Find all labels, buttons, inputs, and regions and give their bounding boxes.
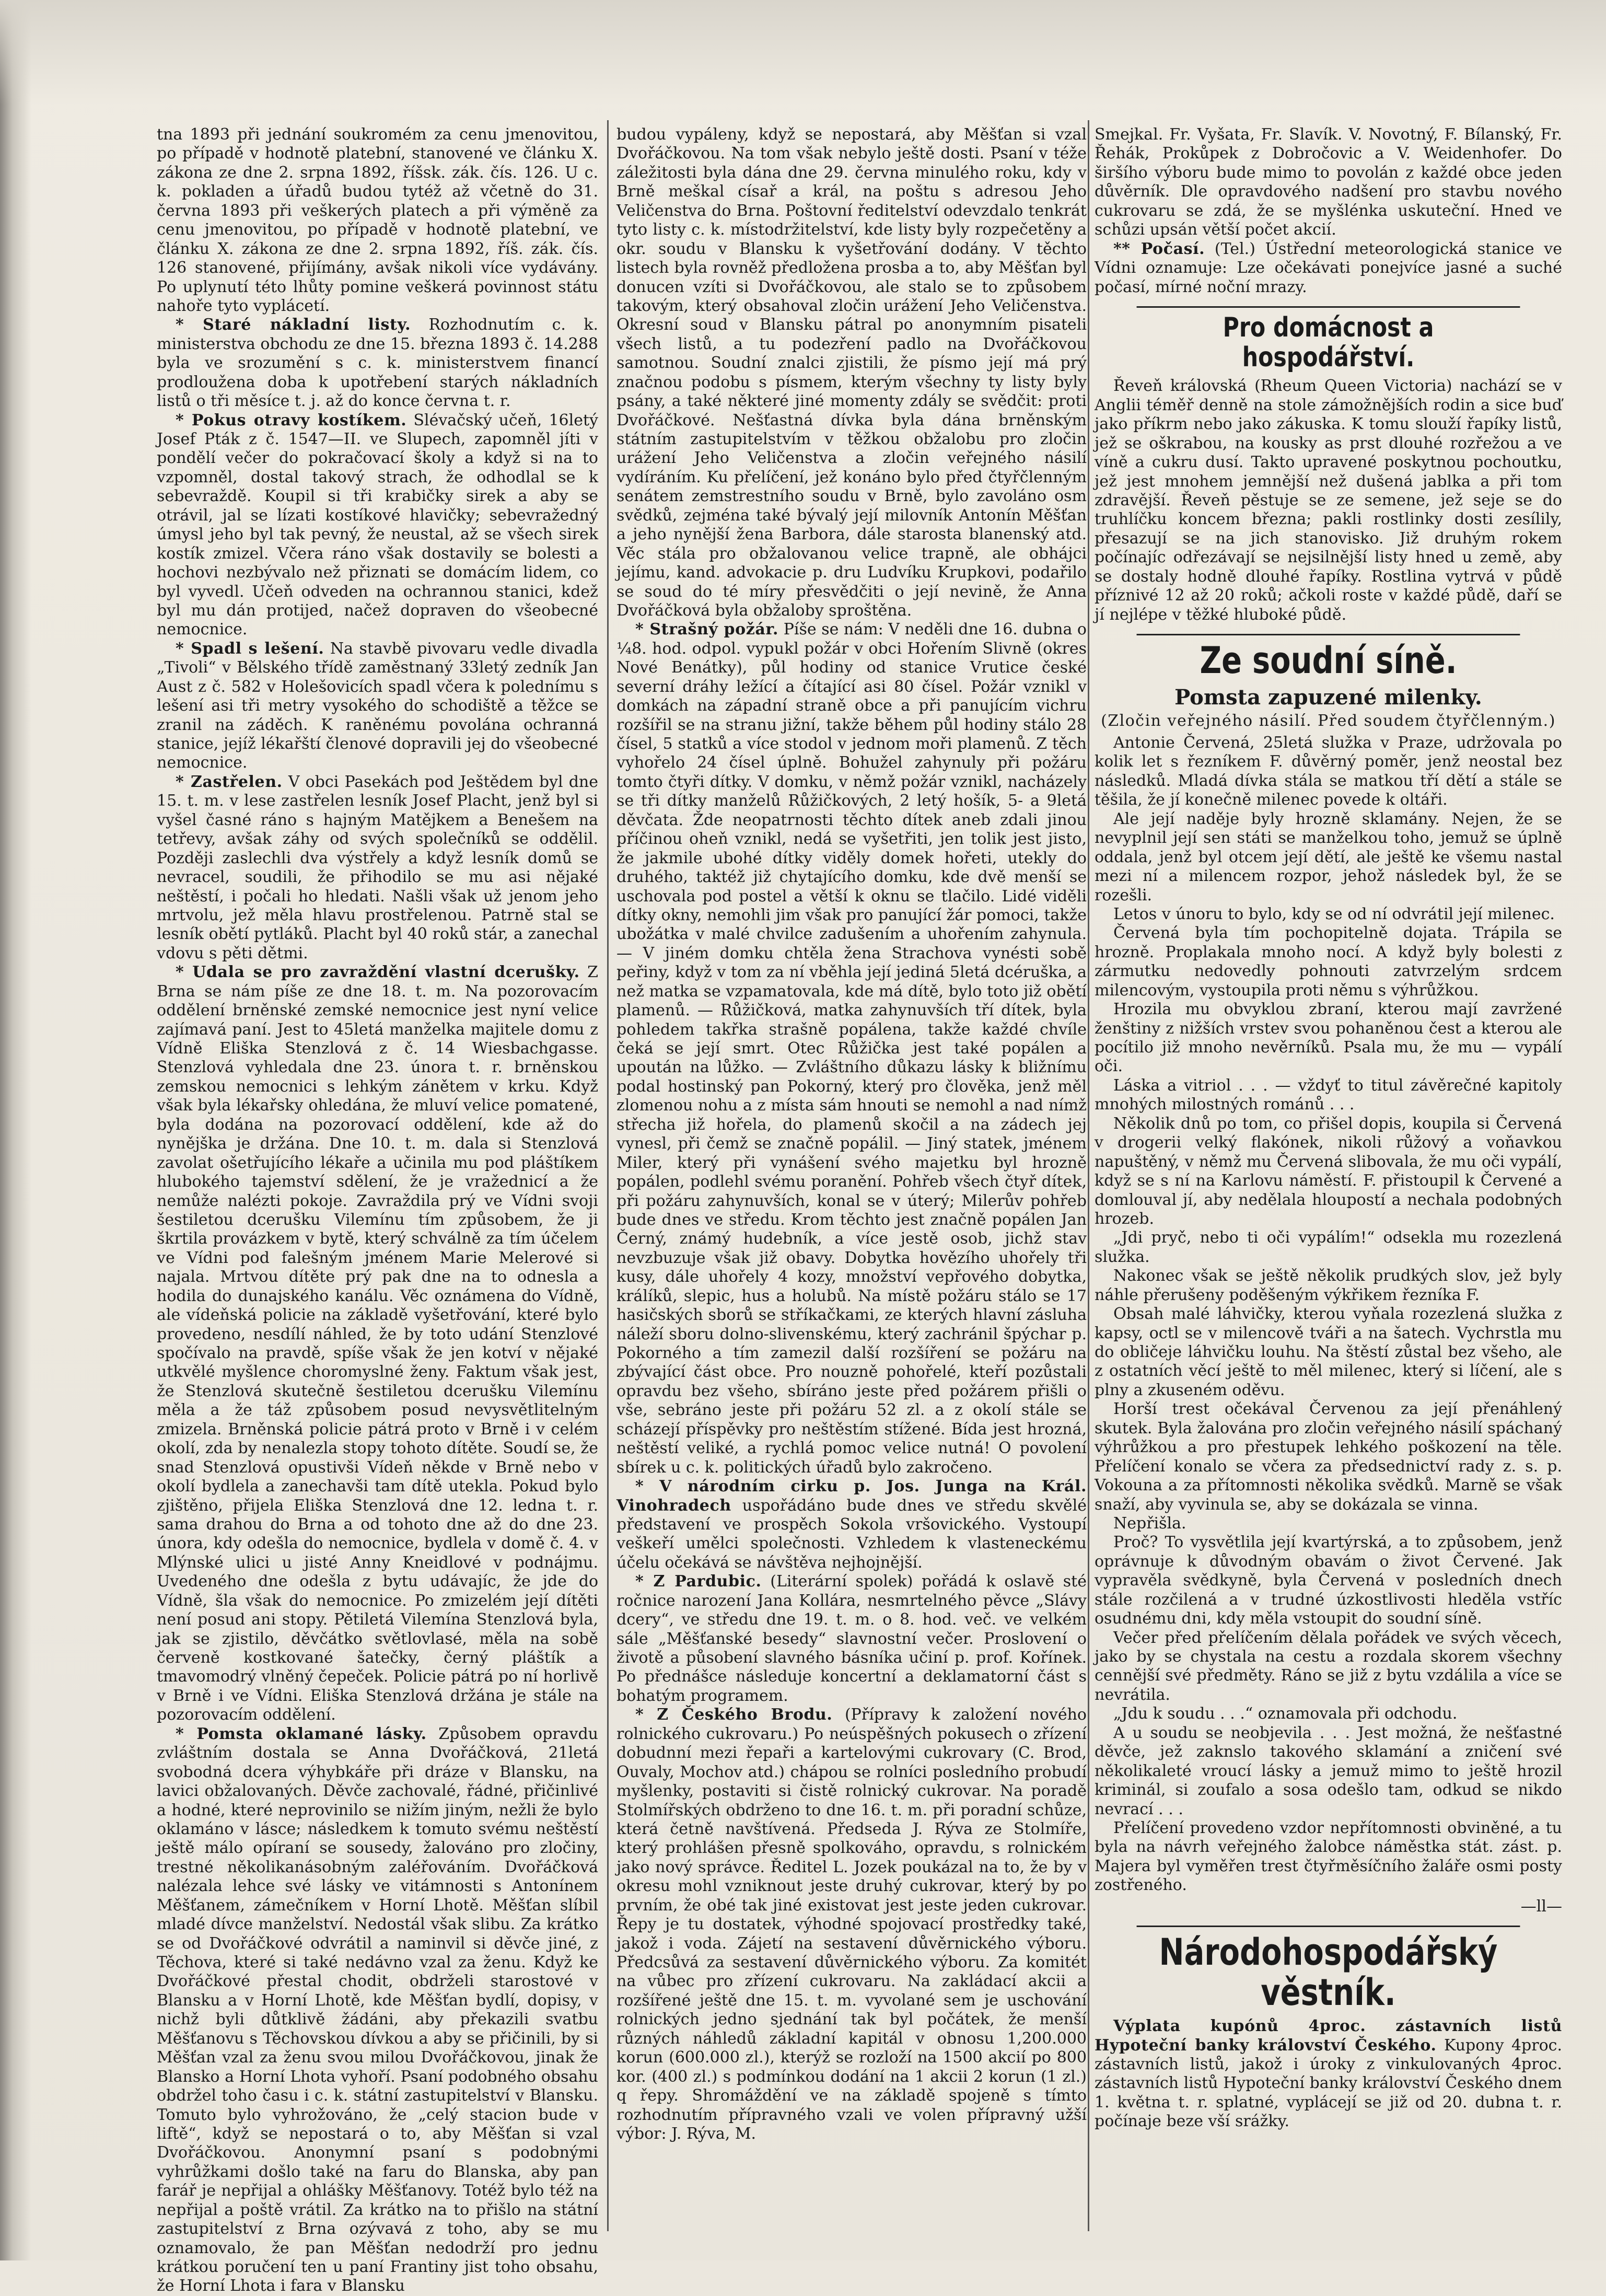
news-body-text: Píše se nám: V neděli dne 16. dubna o ¼8. hod. odpol. vypukl požár v obci Hořením Slivně (okres Nové Benátky), půl hodiny od stanice Vrutice české severní dráhy ležící a čítající asi 80 čísel. Požár vznikl v domkách na západní straně obce a při panujícím vichru rozšířil se na stranu jižní, takže během půl hodiny stálo 28 čísel, 5 statků a více stodol v jednom moři plamenů. Z těch vyhořelo 24 čísel úplně. Bohužel zahynuly při požáru tomto čtyři dítky. V domku, v němž požár vznikl, nacházely se tři dítky manželů Růžičkových, 2 letý hošík, 5- a 9letá děvčata. Žde neopatrnosti těchto dítek aneb zdali jinou příčinou oheň vznikl, nedá se vyšetřiti, jen tolik jest jisto, že jakmile ubohé dítky viděly domek hořeti, utekly do druhého, taktéž již chytajícího domku, kde dvě menší se uschovala pod postel a větší k oknu se tlačilo. Lidé viděli dítky okny, nemohli jim však pro panující žár pomoci, takže ubožátka v malé chvilce zadušením a uhořením zahynula. — V jiném domku chtěla žena Strachova vynésti sobě peřiny, když v tom za ní vběhla její jediná 5letá dcéruška, a než matka se vzpamatovala, kde má dítě, bylo toto již obětí plamenů. — Růžičková, matka zahynuvších tří dítek, byla pohledem takřka strašně popálena, takže každé chvíle čeká se její smrt. Otec Růžička jest také popálen a upoután na lůžko. — Zvláštního důkazu lásky k bližnímu podal hostinský pan Pokorný, který pro člověka, jenž měl zlomenou nohu a z místa sám hnouti se nemohl a nad nímž střecha již hořela, do plamenů skočil a na zádech jej vynesl, při čemž se značně popálil. — Jiný statek, jménem Miler, který při vynášení svého majetku byl hrozně popálen, podlehl svému poranění. Pohřeb všech čtyř dítek, při požáru zahynuvších, konal se v úterý; Milerův pohřeb bude dnes ve středu. Krom těchto jest značně popálen Jan Černý, známý hudebník, a více jestě osob, jichž stav nevzbuzuje však již obavy. Dobytka hovězího uhořely tři kusy, dále uhořely 4 kozy, množství vepřového dobytka, králíků, slepic, hus a holubů. Na místě požáru stálo se 17 hasičských sborů se stříkačkami, ze kterých hlavní zásluha náleží sboru dolno-slivenskému, který zachránil špýchar p. Pokorného a tím zamezil další rozšíření se požáru na zbývající část obce. Pro nouzně pohořelé, kteří pozůstali opravdu bez všeho, sbíráno jeste před požárem přišli o vše, sebráno jeste při požáru 52 zl. a z okolí stále se scházejí příspěvky pro neštěstím stížené. Bída jest hrozná, neštěstí veliké, a rychlá pomoc velice nutná! O povolení sbírek u c. k. politických úřadů bylo zakročeno. [616,620,1087,1477]
news-body-text: Způsobem opravdu zvláštním dostala se Anna Dvořáčková, 21letá svobodná dcera výhybkáře při dráze v Blansku, na lavici obžalovaných. Děvče zachovalé, řádné, přičinlivé a hodné, které neprovinilo se nižím jiným, nežli že bylo oklamáno v lásce; následkem k tomuto svému neštěstí ještě málo opíraní se sousedy, žalováno pro zločiny, trestné několikanásobným zaléřováním. Dvořáčková nalézala lehce své lásky ve vitámnosti s Antonínem Měšťanem, zámečníkem v Horní Lhotě. Měšťan slíbil mladé dívce manželství. Nedostál však slibu. Za krátko se od Dvořáčkové odvrátil a naminvil si děvče jiné, z Těchova, které si také nedávno vzal za ženu. Když ke Dvořáčkové přestal chodit, obdrželi starostové v Blansku a v Horní Lhotě, kde Měšťan bydlí, dopisy, v nichž byli důtklivě žádáni, aby překazili svatbu Měšťanovu s Těchovskou dívkou a aby se přičinili, by si Měšťan vzal za ženu svou milou Dvořáčkovou, jinak že Blansko a Horní Lhota vyhoří. Psaní podobného obsahu obdržel toho času i c. k. státní zastupitelství v Blansku. Tomuto bylo vyhrožováno, že „celý stacion bude v liftě“, když se nepostará o to, aby Měšťan si vzal Dvořáčkovou. Anonymní psaní s podobnými vyhrůžkami došlo také na faru do Blanska, aby pan farář je nepřijal a ohlášky Měšťanovy. Totéž bylo též na nepřijal a poště vrátil. Za krátko na to přišlo na státní zastupitelství z Brna ozývavá z toho, aby se mu oznamovalo, že pan Měšťan nedodrží pro jednu krátkou poručení ten u paní Frantiny jist toho obsahu, že Horní Lhota i fara v Blansku [157,1724,598,2295]
news-body-text: tna 1893 při jednání soukromém za cenu jmenovitou, po případě v hodnotě platební, stanovené ve článku X. zákona ze dne 2. srpna 1892, říšsk. zák. čís. 126. U c. k. pokladen a úřadů budou tytéž až včetně do 31. června 1893 při veškerých platech a při výměně za cenu jmenovitou, po případě v hodnotě platební, ve článku X. zákona ze dne 2. srpna 1892, říš. zák. čís. 126 stanovené, přijímány, avšak nikoli více vydávány. Po uplynutí této lhůty pomine veškerá povinnost státu nahoře tyto vyplácetí. [157,125,598,315]
news-paragraph [157,411,598,640]
news-paragraph [1095,924,1562,1000]
news-body-text: Slévačský učeň, 16letý Josef Pták z č. 1547—II. ve Slupech, zapomněl jíti v pondělí večer do pokračovací školy a když si na to vzpomněl, dostal takový strach, že odhodlal se k sebevraždě. Koupil si tři krabičky sirek a aby se otrávil, jal se lízati kostíkové hlavičky; sebevražedný úmysl jeho byl tak pevný, že neustal, až se všech sirek kostík zmizel. Včera ráno však dostavily se bolesti a hochovi nezbývalo než přiznati se domácím lidem, co byl vyvedl. Učeň odveden na ochrannou stanici, kdež byl mu dán protijed, načež dopraven do všeobecné nemocnice. [157,411,598,639]
news-body-text: (Tel.) Ústřední meteorologická stanice ve Vídni oznamuje: Lze očekávati ponejvíce jasné a suché počasí, mírné noční mrazy. [1095,239,1562,296]
news-headline: * Zastřelen. [176,772,283,791]
news-headline: * Udala se pro zavraždění vlastní dcerušky. [176,963,580,982]
news-body-text: (Literární spolek) pořádá k oslavě sté ročnice narození Jana Kollára, nesmrtelného pěvce „Slávy dcery“, ve středu dne 19. t. m. o 8. hod. več. ve velkém sále „Měšťanské besedy“ slavnostní večer. Proslovení o životě a působení slavného básníka učiní p. prof. Kořínek. Po přednášce následuje koncertní a deklamatorní část s bohatým programem. [616,1572,1087,1705]
news-body-text: „Jdi pryč, nebo ti oči vypálím!“ odsekla mu rozezlená služka. [1095,1228,1562,1266]
news-paragraph [1095,1819,1562,1895]
news-paragraph [1095,1076,1562,1115]
news-headline: * Pomsta oklamané lásky. [176,1724,427,1743]
news-paragraph [1095,1514,1562,1533]
news-paragraph [616,1572,1087,1706]
news-body-text: Ale její naděje byly hrozně sklamány. Nejen, že se nevyplnil její sen státi se manželkou toho, jemuž se úplně oddala, jenž byl otcem její dětí, ale ještě ke všemu nastal mezi ní a milencem rozpor, jehož následek byl, že se rozešli. [1095,809,1562,905]
column-2 [616,125,1087,2236]
news-body-text: Přelíčení provedeno vzdor nepřítomnosti obviněné, a tu byla na návrh veřejného žalobce náměstka stát. zást. p. Majera byl vyměřen trest čtyřměsíčního žaláře osmi posty zostřeného. [1095,1818,1562,1895]
news-headline: * Z Pardubic. [635,1572,762,1591]
news-body-text: Na stavbě pivovaru vedle divadla „Tivoli“ v Bělského třídě zaměstnaný 33letý zedník Jan Aust z č. 582 v Holešovicích spadl včera k polednímu s lešení asi tři metry vysokého do schodiště a těžce se zranil na záděch. K raněnému povolána ochranná stanice, jejíž lékařští členové dopravili jej do všeobecné nemocnice. [157,639,598,772]
news-body-text: Červená byla tím pochopitelně dojata. Trápila se hrozně. Proplakala mnoho nocí. A když byly bolesti z zármutku nedovedly pohnouti zatvrzelým srdcem milencovým, vystoupila proti němu s výhrůžkou. [1095,924,1562,1000]
news-paragraph [616,620,1087,1477]
news-paragraph [1095,734,1562,810]
news-headline: * Staré nákladní listy. [176,316,411,334]
news-body-text: Nepřišla. [1113,1514,1186,1533]
news-headline: Výplata kupónů 4proc. zástavních listů Hypoteční banky království Českého. [1095,2017,1562,2055]
news-paragraph [1095,1724,1562,1819]
column-3 [1095,125,1562,2236]
news-paragraph [616,125,1087,620]
news-paragraph [1095,377,1562,624]
news-paragraph [1095,1400,1562,1514]
news-paragraph [1095,1115,1562,1229]
news-body-text: Z Brna se nám píše ze dne 18. t. m. Na pozorovacím oddělení brněnské zemské nemocnice jest nyní velice zajímavá paní. Jest to 45letá manželka majitele domu z Vídně Eliška Stenzlová z č. 14 Wiesbachgasse. Stenzlová vyhledala dne 23. února t. r. brněnskou zemskou nemocnici s lehkým zánětem v krku. Když však byla lékařsky ohledána, že mluví velice pomatené, byla dodána na pozorovací oddělení, kde až do nynějška je držána. Dne 10. t. m. dala si Stenzlová zavolat ošetřujícího lékaře a učinila mu pod pláštíkem hlubokého tajemství sdělení, že je vražednicí a že nemůže nalézti pokoje. Zavraždila prý ve Vídni svoji šestiletou dcerušku Vilemínu tím způsobem, že ji škrtila provázkem v bytě, který schválně za tím účelem ve Vídni pod falešným jménem Marie Melerové si najala. Mrtvou dítěte prý pak dne na to odnesla a hodila do dunajského kanálu. Věc oznámena do Vídně, ale vídeňská policie na základě vyšetřování, které bylo provedeno, nesdílí náhled, že by toto udání Stenzlové spočívalo na pravdě, spíše však že jen kotví v nějaké utkvělé myšlence choromyslné ženy. Faktum však jest, že Stenzlová skutečně šestiletou dcerušku Vilemínu měla a že táž způsobem posud nevysvětlitelným zmizela. Brněnská policie pátrá proto v Brně i v celém okolí, zda by nenalezla stopy tohoto dítěte. Soudí se, že snad Stenzlová opustivši Vídeň někde v Brně nebo v okolí bydlela a zanechavši tam dítě utekla. Pokud bylo zjištěno, přijela Eliška Stenzlová dne 12. ledna t. r. sama drahou do Brna a od tohoto dne až do dne 23. února, kdy odešla do nemocnice, bydlela v domě č. 4. v Mlýnské ulici u jisté Anny Kneidlové v podnájmu. Uvedeného dne odešla z bytu udávajíc, že jde do Vídně, šla však do nemocnice. Po zmizelém její dítěti není posud ani stopy. Pětiletá Vilemína Stenzlová byla, jak se zjistilo, děvčátko světlovlasé, měla na sobě červeně kostkované šatečky, černý pláštík a tmavomodrý vlněný čepeček. Policie pátrá po ní horlivě v Brně i ve Vídni. Eliška Stenzlová držána je stále na pozorovacím oddělení. [157,963,598,1724]
section-heading: Ze soudní síně. [1137,634,1520,681]
news-paragraph [157,1725,598,2296]
section-heading: Národohospodářský věstník. [1137,1926,1520,2013]
news-body-text: Obsah malé láhvičky, kterou vyňala rozezlená služka z kapsy, octl se v milencově tváři a na šatech. Vychrstla mu do obličeje láhvičku louhu. Na štěstí zůstal bez všeho, ale z ostatních věcí ještě to měl milenec, který si líčení, ale s plny a zkuseném oděvu. [1095,1305,1562,1399]
news-body-text: Letos v únoru to bylo, kdy se od ní odvrátil její milenec. [1113,905,1555,923]
news-paragraph [616,1477,1087,1572]
news-paragraph [616,1706,1087,2143]
author-signature: —ll— [1520,1897,1562,1916]
news-paragraph [1095,1533,1562,1628]
news-body-text: Několik dnů po tom, co přišel dopis, koupila si Červená v drogerii velký flakónek, nikoli růžový a voňavkou napuštěný, v němž mu Červená slibovala, že mu oči vypálí, když se s ní na Karlovu náměstí. F. přistoupil k Červené a domlouval jí, aby nedělala hloupostí a nechala podobných hrozeb. [1095,1114,1562,1228]
news-body-text: uspořádáno bude dnes ve středu skvělé představení ve prospěch Sokola vršovického. Vystoupí veškeří umělci společnosti. Vzhledem k vlasteneckému účelu očekává se návštěva nejhojnější. [616,1496,1087,1572]
news-paragraph [157,316,598,411]
news-body-text: Nakonec však se ještě několik prudkých slov, jež byly náhle přerušeny poděšeným výkřikem řezníka F. [1095,1267,1562,1304]
news-paragraph [1095,1629,1562,1705]
news-body-text: Rozhodnutím c. k. ministerstva obchodu ze dne 15. března 1893 č. 14.288 byla ve srozumění s c. k. ministerstvem financí prodloužena doba k upotřebení starých nákladních listů o tři měsíce t. j. až do konce června t. r. [157,316,598,411]
news-paragraph [1095,240,1562,297]
news-body-text: (Přípravy k založení nového rolnického cukrovaru.) Po neúspěšných pokusech o zřízení dobudnní mezi řepaři a kartelovými cukrovary (C. Brod, Ouvaly, Mochov atd.) chápou se rolníci posledního probudí myšlenky, postaviti si čistě rolnický cukrovar. Na poradě Stolmířských obdrženo to dne 16. t. m. při poradní schůze, která četně navštívená. Předseda J. Rýva ze Stolmíře, který prohlášen přesně spolkováho, opravdu, s rolnickém jako nový správce. Ředitel L. Jozek poukázal na to, že by v okresu mohl vzniknout jeste druhý cukrovar, který by po prvním, že obé tak jiné existovat jest jeste jeden cukrovar. Řepy je tu dostatek, výhodné spojovací prostředky také, jakož i voda. Zájetí na sestavení důvěrnického výboru. Předcsůvá za sestavení důvěrnického výboru. Za komitét na vůbec pro zřízení cukrovaru. Na zakládací akcii a rozšířené ještě dne 15. t. m. vyvolané sem je uschování rolnických jedno sjednání tak byl počátek, že menší různých náhledů základní kapitál v obnosu 1,200.000 korun (600.000 zl.), kterýž se rozloží na 1500 akcií po 800 kor. (400 zl.) s podmínkou dodání na 1 akcii 2 korun (1 zl.) q řepy. Shromáždění ve na základě spojeně s tímto rozhodnutím přípravného vzali ve volen přípravný užší výbor: J. Rýva, M. [616,1706,1087,2143]
news-body-text: „Jdu k soudu . . .“ oznamovala při odchodu. [1113,1704,1458,1723]
news-body-text: Hrozila mu obvyklou zbraní, kterou mají zavržené ženštiny z nižších vrstev svou pohaněnou čest a kterou ale pocítilo již mnoho nevěrníků. Psala mu, že mu — vypálí oči. [1095,1000,1562,1076]
news-body-text: Láska a vitriol . . . — vždyť to titul závěrečné kapitoly mnohých milostných románů . . . [1095,1076,1562,1114]
article-title: Pomsta zapuzené milenky. [1174,685,1482,710]
page-top-band [0,0,1606,105]
news-headline: * Spadl s lešení. [176,639,324,658]
news-body-text: Řeveň královská (Rheum Queen Victoria) nachází se v Anglii téměř denně na stole zámožnějších rodin a sice buď jako příkrm nebo jako zákuska. K tomu slouží řapíky listů, jež se oškrabou, na kousky as prst dlouhé rozřežou a ve víně a cukru dusí. Takto upravené poskytnou pochoutku, jež jest mnohem jemnější než dušená jablka a při tom zdravější. Řeveň pěstuje se ze semene, jež seje se do truhlíčku koncem března; pakli rostlinky dosti zesílily, přesazují se na jich stanovisko. Již druhým rokem počínajíc odřezávají se nejsilnější listy hned u země, aby se dostaly hodně dlouhé řapíky. Rostlina vytrvá v půdě příznivé 12 až 20 roků; ačkoli roste v každé půdě, daří se jí nejlépe v těžké hluboké půdě. [1095,377,1562,624]
news-body-text: budou vypáleny, když se nepostará, aby Měšťan si vzal Dvořáčkovou. Na tom však nebylo ještě dosti. Psaní v téže záležitosti byla dána dne 29. června minulého roku, kdy v Brně meškal císař a král, na poštu s adresou Jeho Veličenstva do Brna. Poštovní ředitelství odevzdalo tenkrát tyto listy c. k. místodržitelství, kde listy byly rozpečetěny a okr. soudu v Blansku k vyšetřování dodány. V těchto listech byla rovněž předložena prosba a to, aby Měšťan byl donucen vzíti si Dvořáčkovou, ale stalo se to způsobem takovým, který obsahoval zločin urážení Jeho Veličenstva. Okresní soud v Blansku pátral po anonymním pisateli všech listů, a tu podezření padlo na Dvořáčkovou samotnou. Soudní znalci zjistili, že písmo její má prý značnou podobu s písmem, kterým všechny ty listy byly psány, a také některé jiné momenty zdály se svědčit: proti Dvořáčkové. Nešťastná dívka byla dána brněnským státním zastupitelstvím v těžkou obžalobu pro zločin urážení Jeho Veličenstva a zločin veřejného násilí vydíráním. Ku přelíčení, jež konáno bylo před čtyřčlenným senátem zemstrestního soudu v Brně, bylo zavoláno osm svědků, zejména také bývalý její milovník Antonín Měšťan a jeho nynější žena Barbora, dále starosta blanenský atd. Věc stála pro obžalovanou velice trapně, ale obhájci jejímu, kand. advokacie p. dru Ludvíku Krupkovi, podařilo se soud do té míry přesvědčiti o její nevině, že Anna Dvořáčková byla obžaloby sproštěna. [616,125,1087,620]
column-1 [157,125,598,2295]
news-body-text: A u soudu se neobjevila . . . Jest možná, že nešťastné děvče, jež zaknslo takového sklamání a zničení své několikaleté vroucí lásky a jemuž mimo to ještě hrozil kriminál, si zoufalo a sosa odešlo tam, odkud se nikdo nevrací . . . [1095,1723,1562,1818]
news-headline: * Strašný požár. [635,620,779,639]
news-body-text: Proč? To vysvětlila její kvartýrská, a to způsobem, jenž oprávnuje k důvodným obavám o život Červené. Jak vypravěla svědkyně, byla Červená v posledních dnech stále rozčilená a v trudné úzkostlivosti hleděla vstříc osudnému dni, kdy měla vstoupit do soudní síně. [1095,1533,1562,1628]
news-body-text: V obci Pasekách pod Ještědem byl dne 15. t. m. v lese zastřelen lesník Josef Placht, jenž byl si vyšel časné ráno s hajným Matějkem a Benešem na tetřevy, avšak záhy od svých společníků se oddělil. Později zaslechli dva výstřely a když lesník domů se nevracel, soudili, že přihodilo se mu asi nějaké neštěstí, i počali ho hledati. Našli však už jenom jeho mrtvolu, jež měla hlavu prostřelenou. Patrně stal se lesník obětí pytláků. Placht byl 40 roků stár, a zanechal vdovu s pěti dětmi. [157,772,598,963]
news-paragraph [157,963,598,1725]
news-headline: * Z Českého Brodu. [635,1706,833,1724]
page-edge-shadow [0,0,31,2260]
news-paragraph [157,773,598,963]
news-paragraph [1095,2017,1562,2131]
news-body-text: Večer před přelíčením dělala pořádek ve svých věcech, jako by se chystala na cestu a rozdala skorem všechny cennější své předměty. Ráno se již z bytu vzdálila a více se nevrátila. [1095,1628,1562,1704]
news-paragraph [1095,1228,1562,1267]
news-headline: * V národním cirku p. Jos. Junga na Král. Vinohradech [616,1477,1087,1515]
news-body-text: Horší trest očekával Červenou za její přenáhlený skutek. Byla žalována pro zločin veřejného násilí spáchaný výhrůžkou a pro přestupek lehkého poškození na těle. Přelíčení konalo se včera za předsednictví rady z. s. p. Vokouna a za přítomnosti několika svědků. Marně se však snaží, aby vyvinula se, aby se dokázala se vinna. [1095,1400,1562,1514]
news-paragraph [1095,810,1562,905]
news-paragraph [1095,1267,1562,1305]
news-headline: * Pokus otravy kostíkem. [176,411,407,430]
column-rule-2 [1088,120,1089,2231]
news-body-text: Antonie Červená, 25letá služka v Praze, udržovala po kolik let s řezníkem F. důvěrný poměr, jenž neostal bez následků. Mladá dívka stála se matkou tří dětí a stále se těšila, že jí konečně milenec povede k oltáři. [1095,734,1562,809]
news-paragraph [1095,905,1562,924]
news-body-text: Kupony 4proc. zástavních listů, jakož i úroky z vinkulovaných 4proc. zástavních listů Hypoteční banky království Českého dnem 1. května t. r. splatné, vyplácejí se již od 20. dubna t. r. počínaje beze vší srážky. [1095,2036,1562,2131]
news-paragraph [1095,1704,1562,1723]
news-body-text: Smejkal. Fr. Vyšata, Fr. Slavík. V. Novotný, F. Bílanský, Fr. Řehák, Prokůpek z Dobročovic a V. Weidenhofer. Do širšího výboru bude mimo to povolán z každé obce jeden důvěrník. Dle opravdového nadšení pro stavbu nového cukrovaru se zdá, že se myšlénka uskuteční. Hned ve schůzi upsán větší počet akcií. [1095,125,1562,239]
news-paragraph [1095,1305,1562,1400]
news-paragraph [157,640,598,773]
article-subtitle: (Zločin veřejného násilí. Před soudem čtyřčlenným.) [1101,711,1556,730]
news-paragraph [157,125,598,316]
column-rule-1 [607,120,609,2231]
news-paragraph [1095,125,1562,240]
news-headline: ** Počasí. [1113,239,1205,258]
news-paragraph [1095,1000,1562,1076]
section-heading: Pro domácnost a hospodářství. [1137,306,1520,373]
